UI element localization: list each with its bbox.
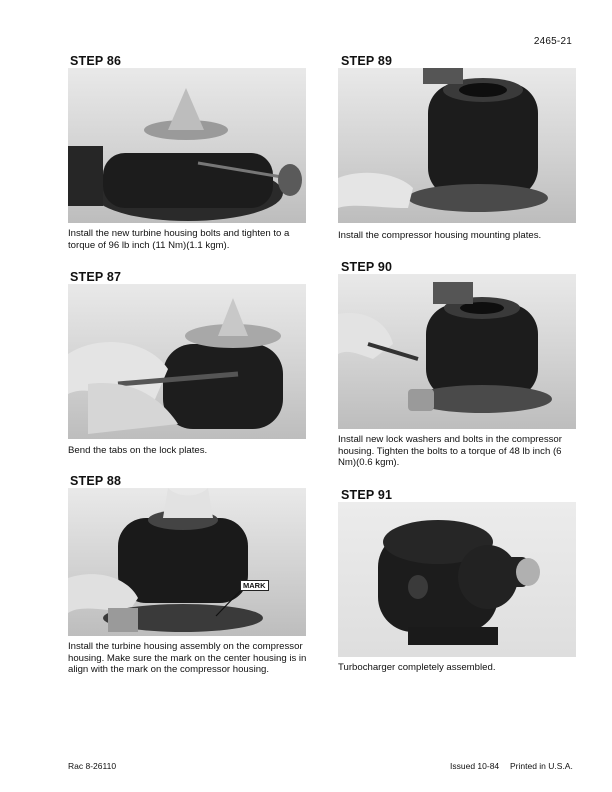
step-90-photo — [338, 274, 576, 429]
mark-label: MARK — [240, 580, 269, 591]
step-86-caption: Install the new turbine housing bolts and tighten to a torque of 96 lb inch (11 Nm)(1.1 kgm). — [68, 228, 290, 251]
step-88-photo — [68, 488, 306, 636]
step-88-title: STEP 88 — [70, 474, 122, 488]
step-87-photo — [68, 284, 306, 439]
step-90-caption: Install new lock washers and bolts in the compressor housing. Tighten the bolts to a torque of 48 lb inch (6 Nm)(0.6 kgm). — [338, 434, 562, 469]
step-89-caption: Install the compressor housing mounting plates. — [338, 230, 542, 241]
step-90-title: STEP 90 — [341, 260, 393, 274]
footer-issued: Issued 10-84 — [450, 761, 500, 771]
step-89-photo — [338, 68, 576, 223]
step-86-photo — [68, 68, 306, 223]
step-89-title: STEP 89 — [341, 54, 393, 68]
step-87-caption: Bend the tabs on the lock plates. — [68, 445, 208, 456]
step-91-title: STEP 91 — [341, 488, 393, 502]
footer-printed: Printed in U.S.A. — [510, 761, 573, 771]
step-91-caption: Turbocharger completely assembled. — [338, 662, 496, 673]
step-86-title: STEP 86 — [70, 54, 122, 68]
page-number: 2465-21 — [533, 36, 572, 47]
step-91-photo — [338, 502, 576, 657]
step-88-caption: Install the turbine housing assembly on the compressor housing. Make sure the mark on the center housing is in align with the mark on the compressor housing. — [68, 641, 307, 676]
step-87-title: STEP 87 — [70, 270, 122, 284]
footer-form-number: Rac 8-26110 — [68, 761, 117, 771]
